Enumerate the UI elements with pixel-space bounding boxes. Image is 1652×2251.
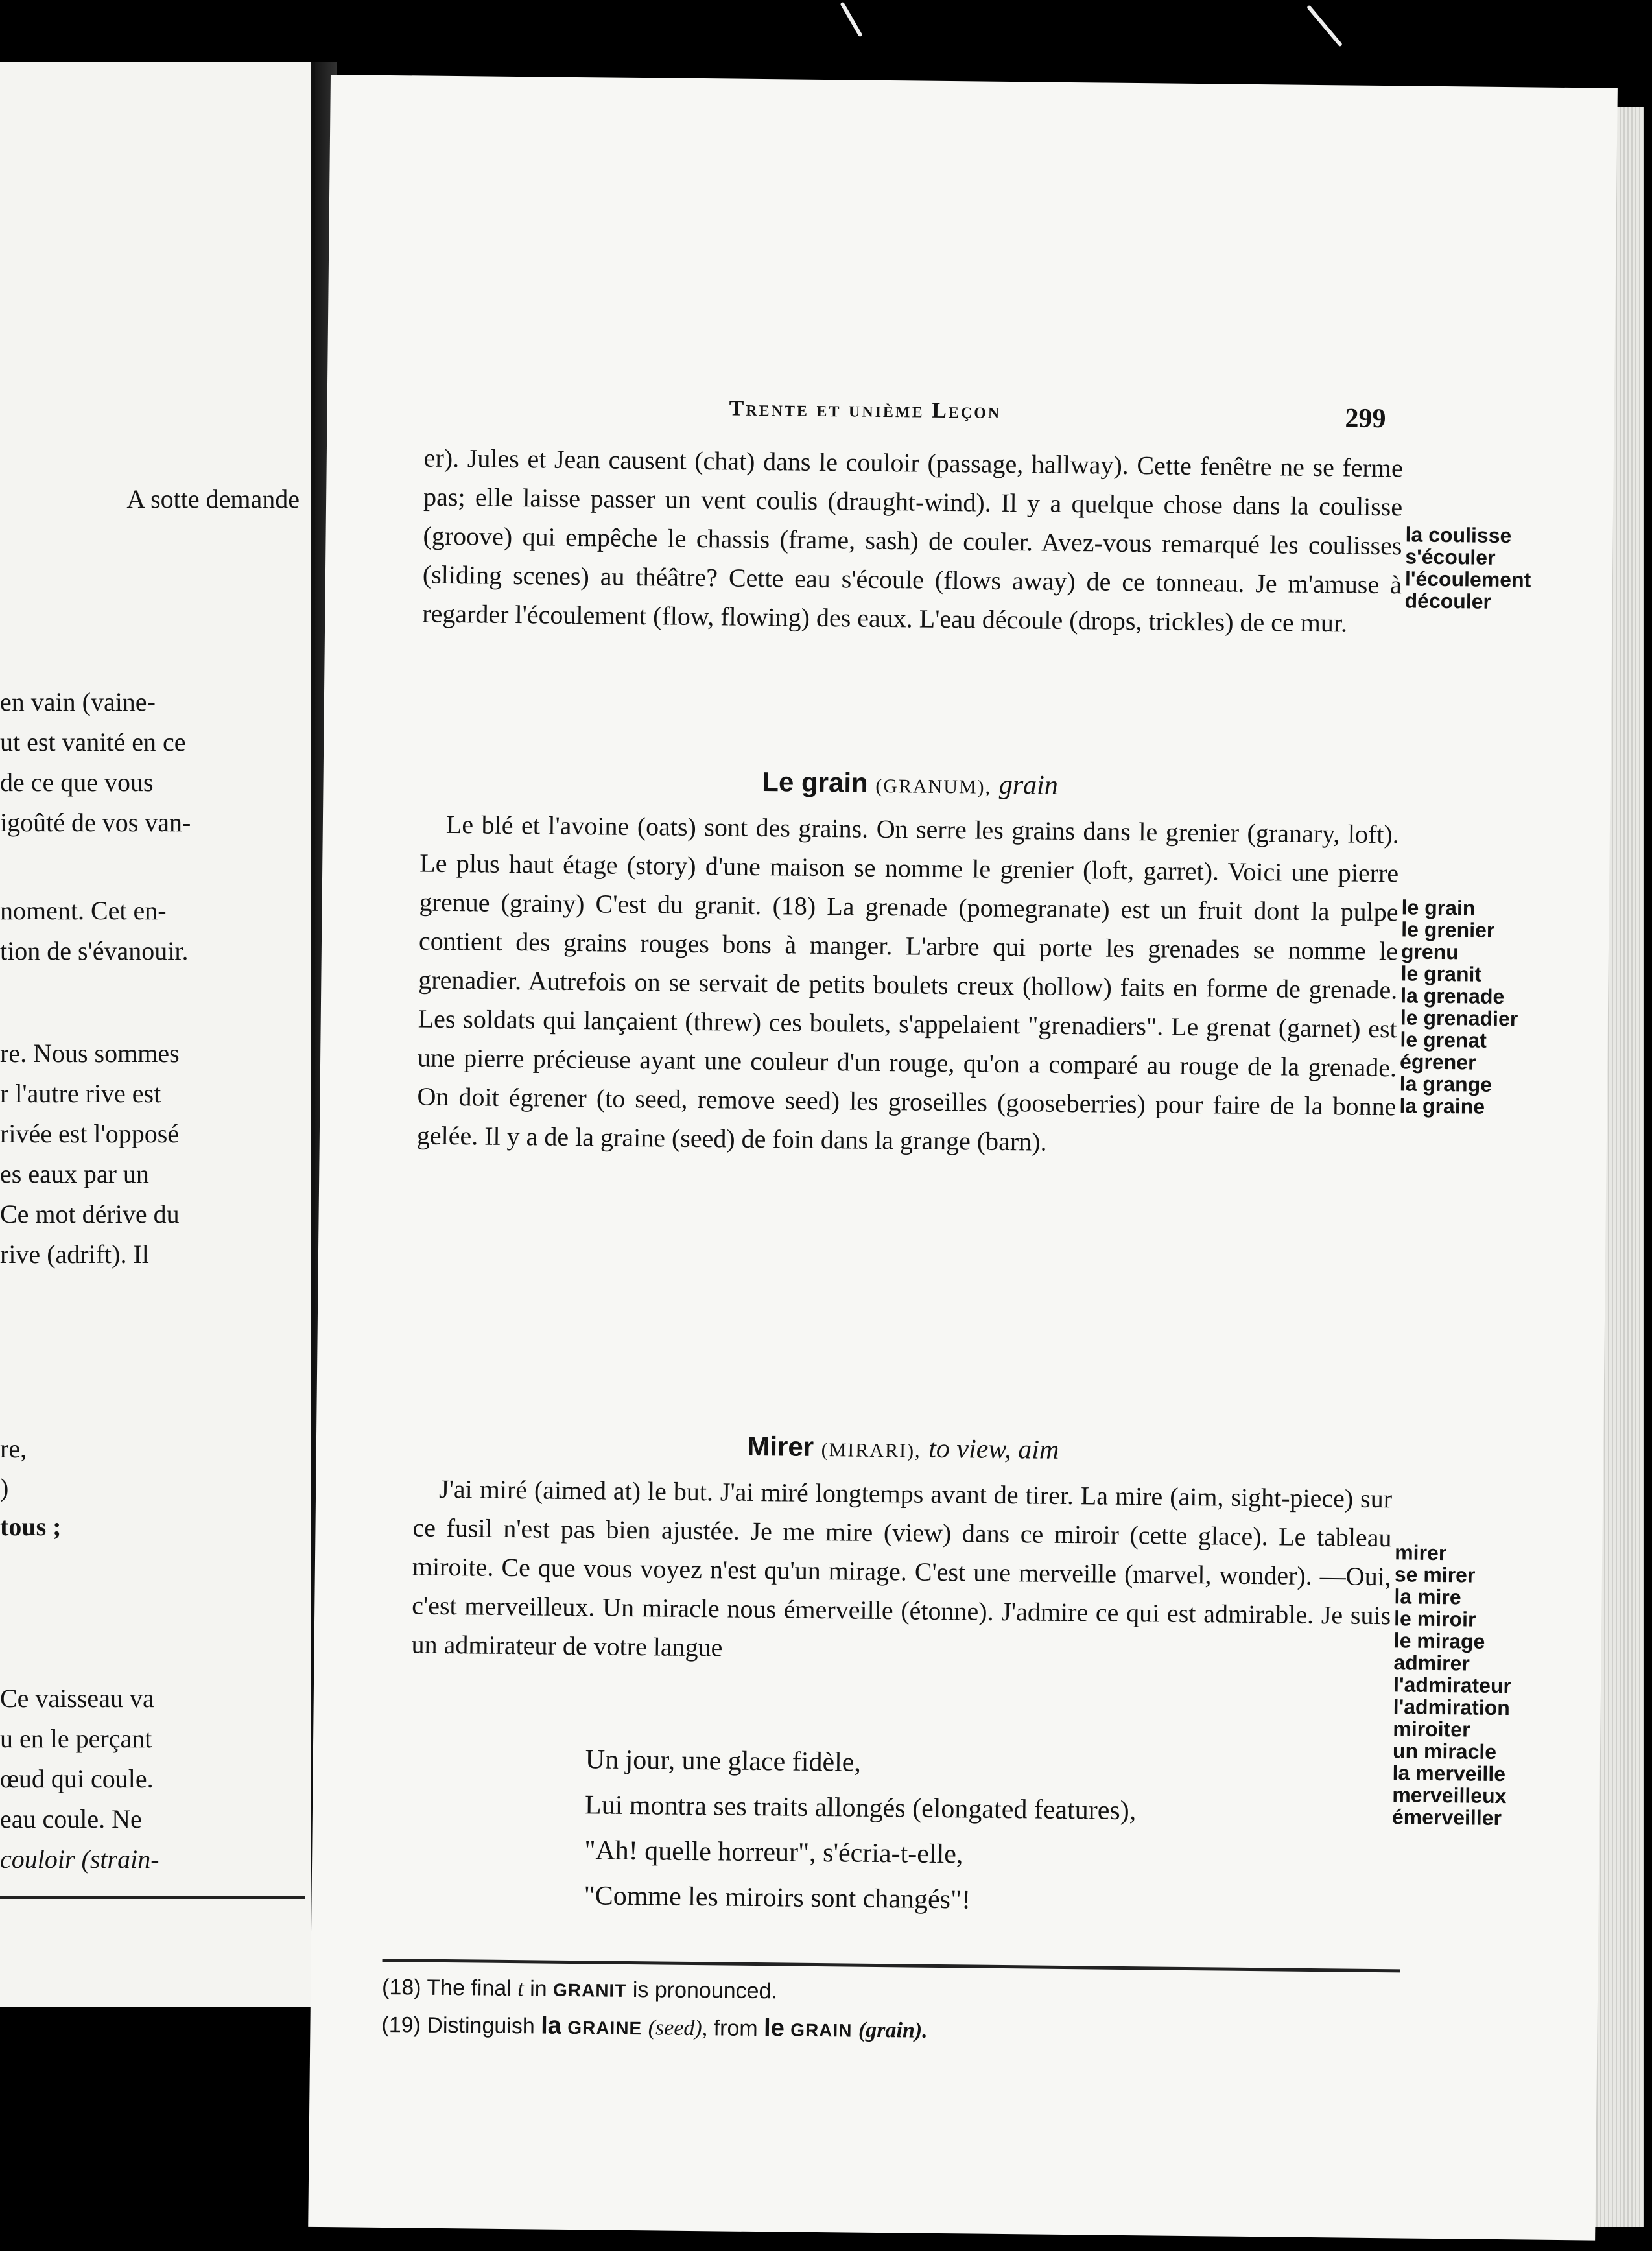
paragraph: er). Jules et Jean causent (chat) dans le couloir (passage, hallway). Cette fenêtre ne se ferme pas; elle laisse passer un vent coulis (draught-wind). Il y a quelque chose dans la coulisse (groove) qui empêche le chassis (frame, sash) de couler. Avez-vous remarqué les coulisses (sliding scenes) au théâtre? Cette eau s'écoule (flows away) de ce tonneau. Je m'amuse à regarder l'écoulement (flow, flowing) des eaux. L'eau découle (drops, trickles) de ce mur. bbox=[422, 443, 1403, 638]
scan-artifact bbox=[840, 2, 862, 38]
footnote-text: GRAINE bbox=[567, 2017, 643, 2039]
footnote-text: Distinguish bbox=[427, 2012, 535, 2039]
section-heading-grain bbox=[420, 763, 1399, 805]
margin-note: le miroir bbox=[1393, 1607, 1476, 1631]
poem-line: "Comme les miroirs sont changés"! bbox=[584, 1881, 971, 1915]
running-head: Trente et unième Leçon bbox=[729, 396, 1002, 423]
margin-note: la grenade bbox=[1400, 984, 1505, 1009]
margin-note: la mire bbox=[1394, 1585, 1461, 1609]
footnote-number: (18) bbox=[381, 1974, 421, 2000]
margin-note: le grenadier bbox=[1400, 1006, 1518, 1031]
margin-note: la merveille bbox=[1392, 1761, 1506, 1786]
left-line: en vain (vaine- bbox=[0, 687, 156, 716]
margin-notes-couler bbox=[1404, 523, 1612, 613]
left-line: noment. Cet en- bbox=[0, 896, 167, 925]
margin-note: le grenat bbox=[1400, 1028, 1487, 1052]
section-grain-text bbox=[417, 805, 1400, 1166]
margin-note: l'admiration bbox=[1393, 1695, 1510, 1720]
left-line: Ce vaisseau va bbox=[0, 1684, 154, 1713]
poem-line: Un jour, une glace fidèle, bbox=[585, 1745, 862, 1778]
left-line: rivée est l'opposé bbox=[0, 1119, 180, 1148]
heading-gloss: to view, aim bbox=[928, 1433, 1059, 1465]
heading-word: Mirer bbox=[747, 1430, 814, 1462]
margin-note: merveilleux bbox=[1392, 1783, 1507, 1808]
left-line: de ce que vous bbox=[0, 768, 154, 797]
margin-note: découler bbox=[1404, 589, 1492, 613]
section-heading-mirer bbox=[414, 1427, 1393, 1469]
footnote-text: (grain). bbox=[858, 2018, 928, 2043]
footnote-text: la bbox=[540, 2012, 562, 2040]
poem bbox=[584, 1737, 1363, 1927]
margin-note: un miracle bbox=[1392, 1739, 1497, 1763]
heading-latin: (GRANUM), bbox=[875, 775, 992, 798]
section-couler-text bbox=[422, 439, 1403, 644]
margin-note: grenu bbox=[1400, 939, 1459, 964]
margin-note: se mirer bbox=[1394, 1562, 1476, 1587]
left-line: tion de s'évanouir. bbox=[0, 936, 189, 965]
footnote-19 bbox=[381, 2010, 928, 2044]
heading-word: Le grain bbox=[762, 766, 868, 798]
margin-note: égrener bbox=[1399, 1050, 1476, 1074]
paragraph: Le blé et l'avoine (oats) sont des grains. On serre les grains dans le grenier (granary, loft). Le plus haut étage (story) d'une maison se nomme le grenier (loft, garret). Voici une pierre grenue (grainy) C'est du granit. (18) La grenade (pomegranate) est un fruit dont la pulpe contient des grains rouges bons à manger. L'arbre qui porte les grenades se nomme le grenadier. Autrefois on se servait de petits boulets creux (hollow) faits en forme de grenade. Les soldats qui lançaient (threw) ces boulets, s'appelaient "grenadiers". Le grenat (garnet) est une pierre précieuse ayant une couleur d'un rouge, qu'on a comparé au rouge de la grenade. On doit égrener (to seed, remove seed) les groseilles (gooseberries) pour faire de la bonne gelée. Il y a de la graine (seed) de foin dans la grange (barn). bbox=[416, 809, 1400, 1157]
margin-note: mirer bbox=[1395, 1540, 1447, 1565]
margin-note: la coulisse bbox=[1405, 523, 1512, 548]
left-line: ) bbox=[0, 1473, 9, 1502]
left-line: couloir (strain- bbox=[0, 1844, 159, 1874]
left-line: re, bbox=[0, 1434, 27, 1463]
page-number: 299 bbox=[1345, 403, 1386, 434]
left-line: u en le perçant bbox=[0, 1724, 152, 1753]
footnote-text: le bbox=[763, 2014, 785, 2042]
margin-note: émerveiller bbox=[1391, 1805, 1502, 1830]
margin-note: le grain bbox=[1401, 895, 1476, 920]
left-page bbox=[0, 62, 315, 2007]
left-rule bbox=[0, 1896, 305, 1899]
margin-note: le mirage bbox=[1393, 1629, 1485, 1653]
footnote-rule bbox=[383, 1959, 1400, 1972]
margin-note: l'admirateur bbox=[1393, 1673, 1512, 1698]
heading-gloss: grain bbox=[998, 770, 1059, 801]
footnote-number: (19) bbox=[381, 2012, 421, 2038]
section-mirer-text bbox=[411, 1469, 1392, 1674]
footnote-text: is pronounced. bbox=[632, 1977, 778, 2004]
footnote-text: GRAIN bbox=[790, 2020, 853, 2041]
footnote-text: (seed), bbox=[648, 2016, 708, 2041]
left-line: es eaux par un bbox=[0, 1159, 149, 1188]
margin-note: miroiter bbox=[1393, 1717, 1470, 1741]
left-line: œud qui coule. bbox=[0, 1764, 154, 1793]
left-line: tous ; bbox=[0, 1512, 62, 1541]
left-line: Ce mot dérive du bbox=[0, 1199, 180, 1229]
left-line: rive (adrift). Il bbox=[0, 1240, 149, 1269]
left-line: igoûté de vos van- bbox=[0, 808, 191, 837]
footnote-text: GRANIT bbox=[552, 1979, 627, 2001]
margin-note: le granit bbox=[1400, 961, 1482, 986]
scan-artifact bbox=[1306, 5, 1343, 47]
poem-line: Lui montra ses traits allongés (elongated features), bbox=[584, 1790, 1137, 1826]
margin-note: le grenier bbox=[1401, 917, 1495, 942]
paragraph: J'ai miré (aimed at) le but. J'ai miré longtemps avant de tirer. La mire (aim, sight-piece) sur ce fusil n'est pas bien ajustée. Je me mire (view) dans ce miroir (cette glace). Le tableau miroite. Ce que vous voyez n'est qu'un mirage. C'est une merveille (marvel, wonder). —Oui, c'est merveilleux. Un miracle nous émerveille (étonne). J'admire ce qui est admirable. Je suis un admirateur de votre langue bbox=[411, 1474, 1393, 1662]
margin-note: admirer bbox=[1393, 1651, 1470, 1675]
left-line: re. Nous sommes bbox=[0, 1039, 180, 1068]
margin-notes-grain bbox=[1399, 896, 1609, 1118]
footnote-text: in bbox=[529, 1976, 547, 2001]
margin-note: la graine bbox=[1399, 1094, 1485, 1118]
margin-note: s'écouler bbox=[1405, 545, 1496, 569]
left-line: eau coule. Ne bbox=[0, 1804, 142, 1833]
left-line: r l'autre rive est bbox=[0, 1079, 161, 1108]
margin-notes-mirer bbox=[1392, 1541, 1603, 1830]
left-line: A sotte demande bbox=[126, 484, 300, 513]
footnote-18 bbox=[382, 1975, 777, 2004]
footnote-text: The final bbox=[427, 1975, 512, 2001]
left-line: ut est vanité en ce bbox=[0, 727, 186, 757]
right-page bbox=[308, 75, 1618, 2241]
poem-line: "Ah! quelle horreur", s'écria-t-elle, bbox=[584, 1835, 963, 1870]
margin-note: l'écoulement bbox=[1404, 567, 1531, 592]
footnote-text: t bbox=[517, 1977, 524, 2001]
margin-note: la grange bbox=[1399, 1072, 1493, 1096]
footnote-text: from bbox=[713, 2016, 758, 2042]
heading-latin: (MIRARI), bbox=[821, 1439, 921, 1462]
